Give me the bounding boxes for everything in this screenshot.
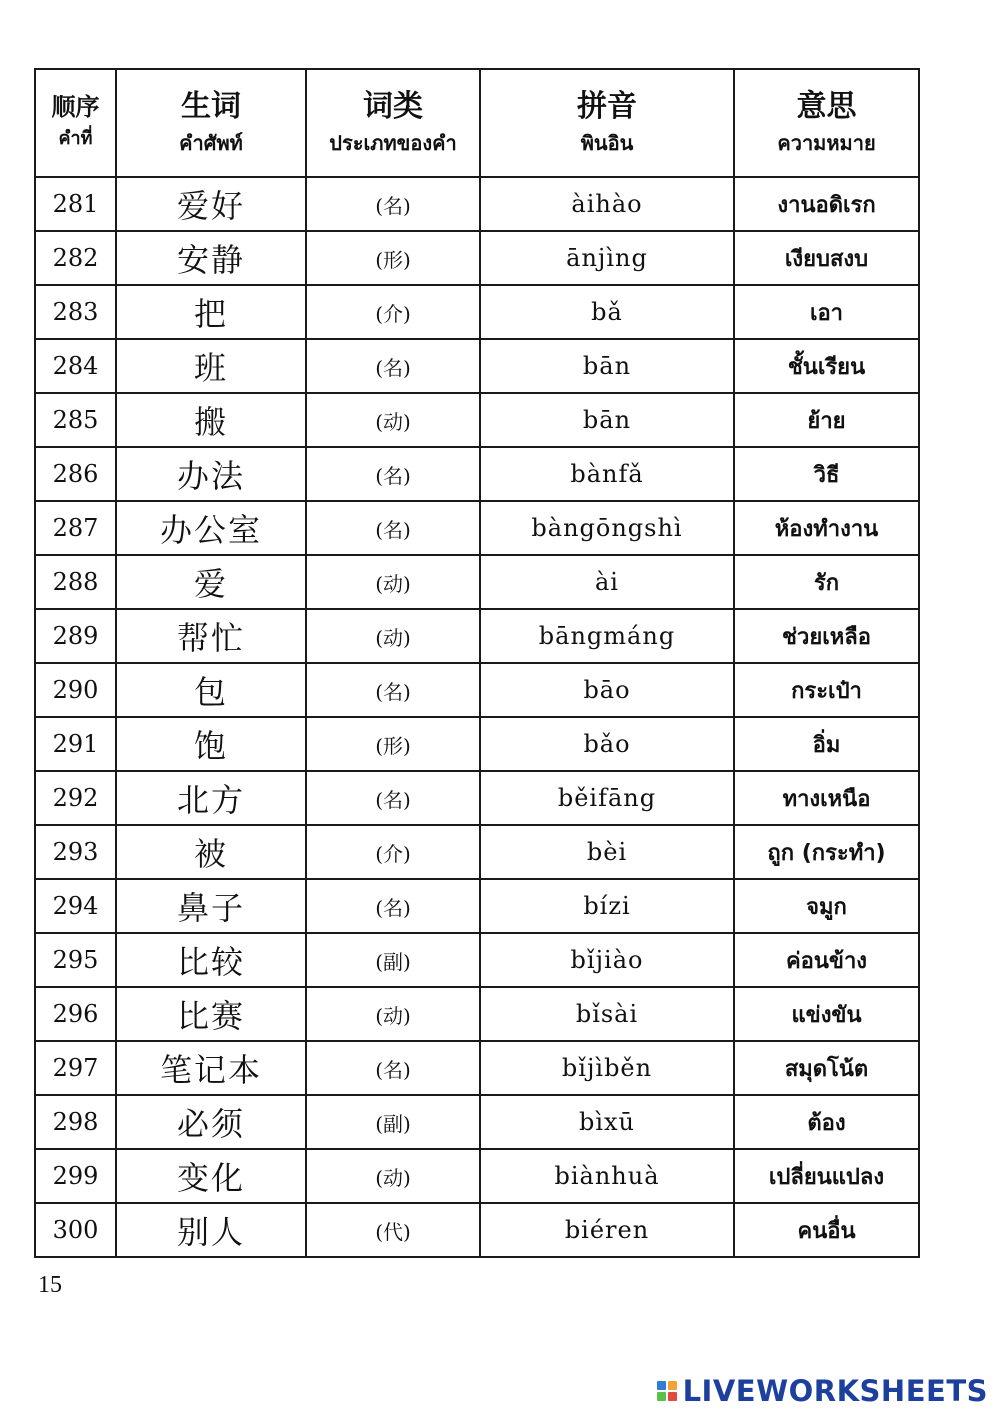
pinyin: ānjìng (480, 231, 734, 285)
chinese-word: 爱好 (116, 177, 306, 231)
logo-square-3 (657, 1392, 666, 1401)
row-number: 289 (35, 609, 116, 663)
table-row (35, 879, 919, 933)
pinyin: bāo (480, 663, 734, 717)
part-of-speech: (副) (306, 933, 480, 987)
pinyin: bǐjìběn (480, 1041, 734, 1095)
table-row (35, 663, 919, 717)
row-number: 298 (35, 1095, 116, 1149)
header-pinyin-th: พินอิน (580, 131, 634, 155)
part-of-speech: (动) (306, 393, 480, 447)
chinese-word: 安静 (116, 231, 306, 285)
thai-meaning: ชั้นเรียน (734, 339, 919, 393)
table-row (35, 447, 919, 501)
header-word-th: คำศัพท์ (179, 131, 243, 155)
chinese-word: 爱 (116, 555, 306, 609)
pinyin: bǐsài (480, 987, 734, 1041)
row-number: 292 (35, 771, 116, 825)
thai-meaning: จมูก (734, 879, 919, 933)
header-pinyin-cn: 拼音 (577, 89, 637, 124)
header-pos-cn: 词类 (363, 89, 423, 124)
header-word (116, 69, 306, 177)
part-of-speech: (名) (306, 447, 480, 501)
chinese-word: 办公室 (116, 501, 306, 555)
table-header-row (35, 69, 919, 177)
thai-meaning: รัก (734, 555, 919, 609)
thai-meaning: เปลี่ยนแปลง (734, 1149, 919, 1203)
header-pos-th: ประเภทของคำ (329, 131, 457, 155)
table-row (35, 1149, 919, 1203)
header-pinyin (480, 69, 734, 177)
header-meaning (734, 69, 919, 177)
table-row (35, 987, 919, 1041)
liveworksheets-logo (657, 1374, 988, 1408)
pinyin: běifāng (480, 771, 734, 825)
table-row (35, 933, 919, 987)
pinyin: bànfǎ (480, 447, 734, 501)
header-word-cn: 生词 (181, 89, 241, 124)
liveworksheets-logo-icon (657, 1381, 677, 1401)
pinyin: bǎo (480, 717, 734, 771)
part-of-speech: (动) (306, 555, 480, 609)
pinyin: ài (480, 555, 734, 609)
chinese-word: 鼻子 (116, 879, 306, 933)
thai-meaning: ถูก (กระทำ) (734, 825, 919, 879)
thai-meaning: ต้อง (734, 1095, 919, 1149)
pinyin: bǎ (480, 285, 734, 339)
pinyin: bízi (480, 879, 734, 933)
chinese-word: 比赛 (116, 987, 306, 1041)
pinyin: biànhuà (480, 1149, 734, 1203)
chinese-word: 办法 (116, 447, 306, 501)
chinese-word: 搬 (116, 393, 306, 447)
thai-meaning: ทางเหนือ (734, 771, 919, 825)
table-row (35, 1203, 919, 1257)
table-row (35, 339, 919, 393)
pinyin: biéren (480, 1203, 734, 1257)
header-meaning-cn: 意思 (796, 89, 857, 124)
table-row (35, 1041, 919, 1095)
thai-meaning: อิ่ม (734, 717, 919, 771)
chinese-word: 变化 (116, 1149, 306, 1203)
row-number: 284 (35, 339, 116, 393)
thai-meaning: ห้องทำงาน (734, 501, 919, 555)
header-number (35, 69, 116, 177)
chinese-word: 笔记本 (116, 1041, 306, 1095)
thai-meaning: แข่งขัน (734, 987, 919, 1041)
chinese-word: 必须 (116, 1095, 306, 1149)
part-of-speech: (形) (306, 717, 480, 771)
pinyin: bāngmáng (480, 609, 734, 663)
row-number: 288 (35, 555, 116, 609)
thai-meaning: สมุดโน้ต (734, 1041, 919, 1095)
part-of-speech: (代) (306, 1203, 480, 1257)
chinese-word: 北方 (116, 771, 306, 825)
row-number: 297 (35, 1041, 116, 1095)
part-of-speech: (名) (306, 177, 480, 231)
row-number: 300 (35, 1203, 116, 1257)
table-row (35, 717, 919, 771)
pinyin: bān (480, 339, 734, 393)
logo-square-2 (668, 1381, 677, 1390)
table-row (35, 393, 919, 447)
table-row (35, 1095, 919, 1149)
table-row (35, 501, 919, 555)
pinyin: bèi (480, 825, 734, 879)
chinese-word: 班 (116, 339, 306, 393)
header-meaning-th: ความหมาย (777, 131, 876, 155)
row-number: 290 (35, 663, 116, 717)
table-row (35, 825, 919, 879)
part-of-speech: (名) (306, 1041, 480, 1095)
row-number: 294 (35, 879, 116, 933)
thai-meaning: ช่วยเหลือ (734, 609, 919, 663)
thai-meaning: ย้าย (734, 393, 919, 447)
thai-meaning: คนอื่น (734, 1203, 919, 1257)
chinese-word: 帮忙 (116, 609, 306, 663)
row-number: 299 (35, 1149, 116, 1203)
chinese-word: 比较 (116, 933, 306, 987)
part-of-speech: (介) (306, 825, 480, 879)
vocabulary-table-body (35, 177, 919, 1257)
liveworksheets-logo-text: LIVEWORKSHEETS (682, 1374, 988, 1408)
row-number: 282 (35, 231, 116, 285)
vocabulary-table (34, 68, 920, 1258)
row-number: 285 (35, 393, 116, 447)
part-of-speech: (名) (306, 879, 480, 933)
chinese-word: 被 (116, 825, 306, 879)
chinese-word: 把 (116, 285, 306, 339)
thai-meaning: งานอดิเรก (734, 177, 919, 231)
header-part-of-speech (306, 69, 480, 177)
thai-meaning: กระเป๋า (734, 663, 919, 717)
table-row (35, 555, 919, 609)
pinyin: bìxū (480, 1095, 734, 1149)
row-number: 281 (35, 177, 116, 231)
pinyin: bān (480, 393, 734, 447)
chinese-word: 包 (116, 663, 306, 717)
logo-square-4 (668, 1392, 677, 1401)
part-of-speech: (名) (306, 663, 480, 717)
pinyin: bàngōngshì (480, 501, 734, 555)
chinese-word: 饱 (116, 717, 306, 771)
row-number: 295 (35, 933, 116, 987)
table-row (35, 231, 919, 285)
logo-square-1 (657, 1381, 666, 1390)
row-number: 286 (35, 447, 116, 501)
part-of-speech: (名) (306, 771, 480, 825)
page-number: 15 (38, 1272, 62, 1298)
table-row (35, 285, 919, 339)
part-of-speech: (形) (306, 231, 480, 285)
thai-meaning: เอา (734, 285, 919, 339)
part-of-speech: (介) (306, 285, 480, 339)
table-row (35, 177, 919, 231)
thai-meaning: เงียบสงบ (734, 231, 919, 285)
table-row (35, 771, 919, 825)
part-of-speech: (动) (306, 1149, 480, 1203)
thai-meaning: ค่อนข้าง (734, 933, 919, 987)
thai-meaning: วิธี (734, 447, 919, 501)
pinyin: àihào (480, 177, 734, 231)
row-number: 296 (35, 987, 116, 1041)
row-number: 293 (35, 825, 116, 879)
row-number: 291 (35, 717, 116, 771)
part-of-speech: (副) (306, 1095, 480, 1149)
pinyin: bǐjiào (480, 933, 734, 987)
header-number-cn: 顺序 (51, 93, 100, 121)
row-number: 283 (35, 285, 116, 339)
part-of-speech: (动) (306, 609, 480, 663)
part-of-speech: (名) (306, 501, 480, 555)
chinese-word: 别人 (116, 1203, 306, 1257)
row-number: 287 (35, 501, 116, 555)
part-of-speech: (动) (306, 987, 480, 1041)
table-row (35, 609, 919, 663)
part-of-speech: (名) (306, 339, 480, 393)
header-number-th: คำที่ (58, 128, 93, 149)
